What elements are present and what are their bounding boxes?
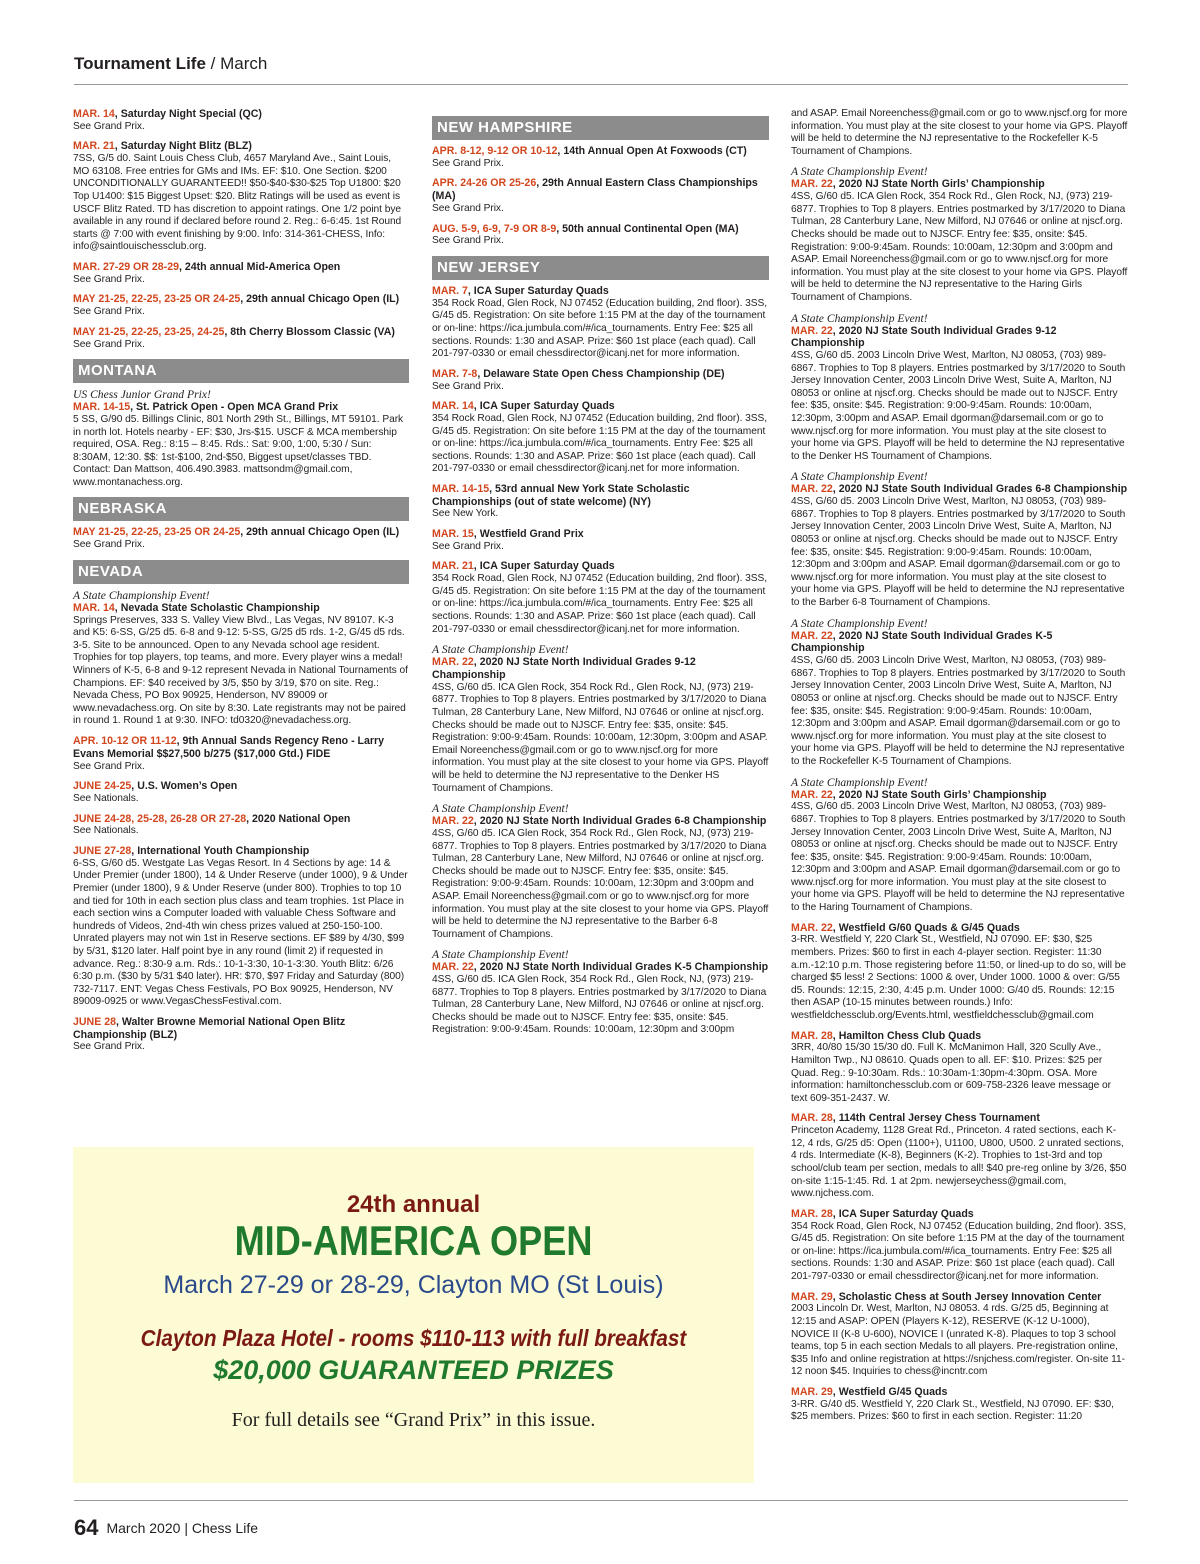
event-date: JUNE 24-25 <box>73 780 132 793</box>
event-title: Hamilton Chess Club Quads <box>838 1029 982 1042</box>
event-listing <box>432 285 769 361</box>
event-title: Delaware State Open Chess Championship (DE) <box>483 367 725 380</box>
event-heading: MAR. 22, 2020 NJ State North Individual Grades 9-12 Championship <box>432 656 696 682</box>
event-heading: MAR. 22, 2020 NJ State North Individual Grades K-5 Championship <box>432 961 769 974</box>
event-date: MAR. 28 <box>791 1207 833 1220</box>
event-details: 4SS, G/60 d5. ICA Glen Rock, 354 Rock Rd., Glen Rock, NJ, (973) 219-6877. Trophies to Top 8 players. Entries postmarked by 3/17/2020 to Diana Tulman, 28 Canterbury Lane, New Milford, NJ 07646 or online at njscf.org. Checks should be made out to NJSCF. Entry fee: $35, onsite: $45. Registration: 9:00-9:45am. Rounds: 10:00am, 12:30pm, 3:00pm and ASAP. Email Noreenchess@gmail.com or go to www.njscf.org for more information. You must play at the site closest to your home via GPS. Playoff will be held to determine the NJ representative to the Denker HS Tournament of Champions. <box>432 681 769 794</box>
event-heading: MAR. 28, ICA Super Saturday Quads <box>791 1207 974 1220</box>
event-title: Westfield G/45 Quads <box>838 1385 948 1398</box>
event-title: ICA Super Saturday Quads <box>838 1207 974 1220</box>
event-title: Saturday Night Blitz (BLZ) <box>120 140 252 153</box>
event-heading: MAR. 22, Westfield G/60 Quads & G/45 Quads <box>791 921 1020 934</box>
event-heading: MAR. 22, 2020 NJ State North Girls’ Championship <box>791 178 1045 191</box>
event-title: 24th annual Mid-America Open <box>184 260 341 273</box>
event-details: See Grand Prix. <box>73 273 145 285</box>
event-heading: MAR. 14-15, St. Patrick Open - Open MCA Grand Prix <box>73 401 339 414</box>
event-date: MAR. 14-15 <box>432 482 490 495</box>
event-listing <box>432 177 769 215</box>
event-heading: JUNE 24-25, U.S. Women’s Open <box>73 780 238 793</box>
event-title: 2020 NJ State South Individual Grades K-5 Championship <box>791 629 1053 655</box>
state-championship-label: A State Championship Event! <box>432 643 569 657</box>
event-listing <box>432 223 769 248</box>
event-details: 4SS, G/60 d5. ICA Glen Rock, 354 Rock Rd., Glen Rock, NJ, (973) 219-6877. Trophies to Top 8 players. Entries postmarked by 3/17/2020 to Diana Tulman, 28 Canterbury Lane, New Milford, NJ 07646 or online at njscf.org. Checks should be made out to NJSCF. Entry fee: $35, onsite: $45. Registration: 9:00-9:45am. Rounds: 10:00am, 12:30pm and 3:00pm and ASAP. Email Noreenchess@gmail.com or go to www.njscf.org for more information. You must play at the site closest to your home via GPS. Playoff will be held to determine the NJ representative to the Haring Girls Tournament of Champions. <box>791 191 1128 303</box>
state-championship-label: A State Championship Event! <box>791 470 928 484</box>
event-listing <box>791 630 1128 769</box>
column-3 <box>791 108 1128 1431</box>
event-listing <box>73 602 409 728</box>
state-heading: NEBRASKA <box>73 497 409 521</box>
event-date: MAR. 28 <box>791 1029 833 1042</box>
event-title: Westfield Grand Prix <box>479 528 584 541</box>
event-heading: MAR. 14, Saturday Night Special (QC) <box>73 108 262 120</box>
event-heading: APR. 10-12 OR 11-12, 9th Annual Sands Regency Reno - Larry Evans Memorial $$27,500 b/275 ($17,000 Gtd.) FIDE <box>73 735 385 760</box>
column-2 <box>432 108 769 1044</box>
event-listing <box>73 813 409 838</box>
event-heading: MAY 21-25, 22-25, 23-25, 24-25, 8th Cherry Blossom Classic (VA) <box>73 325 395 338</box>
event-title: 53rd annual New York State Scholastic Championships (out of state welcome) (NY) <box>432 482 690 508</box>
event-heading: MAR. 22, 2020 NJ State South Girls’ Championship <box>791 788 1047 801</box>
event-heading: APR. 24-26 OR 25-26, 29th Annual Eastern Class Championships (MA) <box>432 177 758 203</box>
event-details: See Grand Prix. <box>432 540 504 552</box>
event-title: Walter Browne Memorial National Open Blitz Championship (BLZ) <box>73 1015 346 1041</box>
event-listing <box>73 293 409 318</box>
event-title: Nevada State Scholastic Championship <box>120 601 320 614</box>
event-date: APR. 24-26 OR 25-26 <box>432 177 537 190</box>
event-listing <box>73 140 409 254</box>
event-title: 2020 NJ State South Individual Grades 9-12 Championship <box>791 324 1057 350</box>
event-title: U.S. Women’s Open <box>137 780 238 793</box>
event-details: See New York. <box>432 508 499 520</box>
event-listing <box>791 1386 1128 1424</box>
event-listing <box>432 815 769 941</box>
event-listing <box>791 789 1128 915</box>
event-title: ICA Super Saturday Quads <box>479 400 615 413</box>
event-listing <box>432 368 769 393</box>
event-heading: MAR. 28, Hamilton Chess Club Quads <box>791 1029 982 1042</box>
event-heading: MAR. 7-8, Delaware State Open Chess Championship (DE) <box>432 367 725 380</box>
ad-edition: 24th annual <box>346 1191 481 1218</box>
event-heading: MAR. 7, ICA Super Saturday Quads <box>432 284 609 297</box>
event-date: MAR. 15 <box>432 528 474 541</box>
event-details: 354 Rock Road, Glen Rock, NJ 07452 (Education building, 2nd floor). 3SS, G/45 d5. Registration: On site before 1:15 PM at the day of the tournament or on-line: https://ica.jumbula.com/#/ica_tournaments. Entry Fee: $25 all sections. Rounds: 1:30 and ASAP. Prize: $60 1st place (each quad). Call 201-797-0330 or email chessdirector@icanj.net for more information. <box>791 1220 1127 1282</box>
event-details: Princeton Academy, 1128 Great Rd., Princeton. 4 rated sections, each K-12, 4 rds, G/25 d5: Open (1100+), U1100, U800, U500. 2 unrated sections, 4 rds. Intermediate (K-8), Beginners (K-2). Trophies to 1st-3rd and top school/club team per section, medals to all! $40 pre-reg online by 3/26, $50 on-site 1:15-1:45. Rd. 1 at 2pm. newjerseychess@gmail.com, www.njchess.com. <box>791 1125 1127 1200</box>
event-date: MAY 21-25, 22-25, 23-25 OR 24-25 <box>73 526 241 539</box>
event-listing <box>73 108 409 133</box>
event-details: 7SS, G/5 d0. Saint Louis Chess Club, 4657 Maryland Ave., Saint Louis, MO 63108. Free entries for GMs and IMs. EF: $10. One Section. $200 UNCONDITIONALLY GUARANTEED!! $50-$40-$30-$25 Top U1800: $20 Top U1400: $15 Biggest Upset: $20. Blitz Ratings will be used as event is USCF Blitz Rated. TD has discretion to appoint ratings. One 1/2 point bye available in any round if declared before round 2. Reg.: 6-6:45. 1st Round starts @ 7:00 with event finishing by 9:00. Info: 314-361-CHESS, Info: info@saintlouischessclub.org. <box>73 153 402 253</box>
event-date: MAR. 29 <box>791 1385 833 1398</box>
event-details: See Grand Prix. <box>73 539 145 551</box>
event-details: See Grand Prix. <box>432 235 504 247</box>
page-footer <box>74 1515 258 1541</box>
event-listing <box>791 1208 1128 1284</box>
event-date: MAY 21-25, 22-25, 23-25, 24-25 <box>73 325 225 338</box>
event-listing <box>73 780 409 805</box>
event-title: 9th Annual Sands Regency Reno - Larry Evans Memorial $$27,500 b/275 ($17,000 Gtd.) FIDE <box>73 735 385 760</box>
event-listing <box>791 922 1128 1023</box>
state-heading: NEVADA <box>73 560 409 584</box>
event-title: 50th annual Continental Open (MA) <box>562 222 739 235</box>
event-heading: MAR. 14, ICA Super Saturday Quads <box>432 400 615 413</box>
event-details: 354 Rock Road, Glen Rock, NJ 07452 (Education building, 2nd floor). 3SS, G/45 d5. Registration: On site before 1:15 PM at the day of the tournament or on-line: https://ica.jumbula.com/#/ica_tournaments. Entry Fee: $25 all sections. Rounds: 1:30 and ASAP. Prize: $60 1st place (each quad). Call 201-797-0330 or email chessdirector@icanj.net for more information. <box>432 297 768 360</box>
event-date: MAR. 14 <box>73 601 115 614</box>
event-date: MAR. 22 <box>791 324 833 337</box>
state-championship-label: A State Championship Event! <box>791 311 928 325</box>
event-heading: MAR. 29, Scholastic Chess at South Jersey Innovation Center <box>791 1290 1102 1303</box>
event-heading: JUNE 27-28, International Youth Championship <box>73 844 310 857</box>
state-championship-label: A State Championship Event! <box>432 948 569 962</box>
event-date: AUG. 5-9, 6-9, 7-9 OR 8-9 <box>432 222 557 235</box>
event-heading: MAR. 22, 2020 NJ State South Individual Grades 6-8 Championship <box>791 483 1128 496</box>
event-heading: MAR. 22, 2020 NJ State South Individual Grades K-5 Championship <box>791 629 1053 655</box>
event-date: MAR. 22 <box>791 178 833 191</box>
ad-prizes: $20,000 GUARANTEED PRIZES <box>213 1355 614 1385</box>
event-title: 2020 NJ State North Girls’ Championship <box>838 178 1045 191</box>
event-date: MAR. 22 <box>791 788 833 801</box>
state-championship-label: A State Championship Event! <box>791 775 928 789</box>
event-date: MAR. 22 <box>432 815 474 828</box>
event-title: 2020 National Open <box>252 812 351 825</box>
event-heading: MAR. 29, Westfield G/45 Quads <box>791 1385 948 1398</box>
footer-issue: March 2020 <box>106 1520 181 1536</box>
event-listing <box>73 261 409 286</box>
event-date: MAR. 21 <box>432 560 474 573</box>
state-heading: MONTANA <box>73 359 409 383</box>
event-date: MAR. 28 <box>791 1112 833 1125</box>
event-details: 6-SS, G/60 d5. Westgate Las Vegas Resort. In 4 Sections by age: 14 & Under Premier (under 1800), 14 & Under Reserve (under 1000), 9 & Under Premier (under 1800), 9 & Under Reserve (under 800). Trophies to top 10 and tied for 10th in each section plus class and team trophies. 1st Place in each section wins a Computer loaded with valuable Chess Software and hundreds of Videos, 2nd-4th win chess prizes valued at 250-150-100. Unrated players may not win 1st in Reserve sections. EF $89 by 4/30, $99 by 5/31, $120 later. Half point bye in any round (limit 2) if requested in advance. Reg.: 8:30-9 a.m. Rds.: 10-1-3:30, 10-1-3:30. Youth Blitz: 6/26 6:30 p.m. ($30 by 5/31 $40 later). HR: $70, $97 Friday and Saturday (800) 732-7117. ENT: Vegas Chess Festivals, PO Box 90925, Henderson, NV 89009-0925 or www.VegasChessFestival.com. <box>73 857 408 1008</box>
event-listing <box>432 400 769 476</box>
event-details: 3-RR. Westfield Y, 220 Clark St., Westfield, NJ 07090. EF: $30, $25 members. Prizes: $60 to first in each 4-player section. Register: 11:30 a.m.-12:10 p.m. Those registering before 11:50, or lined-up to do so, will be charged $5 less! 2 Sections: 1000 & over, Under 1000. 1000 & over: G/55 d5. Rounds: 12:15, 2:30, 4:45 p.m. Under 1000: G/40 d5. Rounds: 12:15 then ASAP (10-15 minutes between rounds.) Info: westfieldchessclub.org/Events.html, westfieldchessclub@gmail.com <box>791 934 1126 1022</box>
event-listing <box>791 1030 1128 1106</box>
event-listing <box>791 1112 1128 1200</box>
event-listing <box>791 1291 1128 1379</box>
event-date: MAR. 14-15 <box>73 401 131 414</box>
event-heading: MAR. 14-15, 53rd annual New York State Scholastic Championships (out of state welcome) (NY) <box>432 482 690 508</box>
event-title: International Youth Championship <box>137 844 310 857</box>
event-details: 4SS, G/60 d5. 2003 Lincoln Drive West, Marlton, NJ 08053, (703) 989-6867. Trophies to Top 8 players. Entries postmarked by 3/17/2020 to South Jersey Innovation Center, 2003 Lincoln Drive West, Suite A, Marlton, NJ 08053 or online at njscf.org. Checks should be made out to NJSCF. Entry fee: $35, onsite: $45. Registration: 9:00-9:45am. Rounds: 10:00am, 12:30pm and 3:00pm and ASAP. Email dgorman@darsemail.com or go to www.njscf.org for more information. You must play at the site closest to your home via GPS. Playoff will be held to determine the NJ representative to the Haring Tournament of Champions. <box>791 801 1126 914</box>
event-listing <box>432 656 769 795</box>
state-heading: NEW JERSEY <box>432 256 769 280</box>
event-date: MAY 21-25, 22-25, 23-25 OR 24-25 <box>73 293 241 306</box>
column-1 <box>73 108 409 1061</box>
mid-america-open-ad <box>73 1147 754 1483</box>
continued-text: and ASAP. Email Noreenchess@gmail.com or go to www.njscf.org for more information. You must play at the site closest to your home via GPS. Playoff will be held to determine the NJ representative to the Rockefeller K-5 Tournament of Champions. <box>791 108 1128 157</box>
event-listing <box>73 526 409 551</box>
event-details: See Grand Prix. <box>432 202 504 214</box>
header-rule <box>74 84 1128 85</box>
event-date: MAR. 14 <box>73 108 115 120</box>
event-title: 2020 NJ State North Individual Grades 9-12 Championship <box>432 656 696 682</box>
event-date: JUNE 24-28, 25-28, 26-28 OR 27-28 <box>73 812 247 825</box>
event-date: MAR. 14 <box>432 400 474 413</box>
event-title: Saturday Night Special (QC) <box>120 108 262 120</box>
event-listing <box>432 560 769 636</box>
event-details: See Grand Prix. <box>73 306 145 318</box>
state-championship-label: A State Championship Event! <box>791 165 928 179</box>
event-date: MAR. 21 <box>73 140 115 153</box>
event-title: 2020 NJ State North Individual Grades K-5 Championship <box>479 961 769 974</box>
ad-dates-location: March 27-29 or 28-29, Clayton MO (St Louis) <box>163 1271 664 1299</box>
event-title: 2020 NJ State North Individual Grades 6-8 Championship <box>479 815 767 828</box>
event-title: 114th Central Jersey Chess Tournament <box>838 1112 1040 1125</box>
event-heading: AUG. 5-9, 6-9, 7-9 OR 8-9, 50th annual Continental Open (MA) <box>432 222 739 235</box>
event-heading: MAR. 21, Saturday Night Blitz (BLZ) <box>73 140 252 153</box>
event-title: 29th annual Chicago Open (IL) <box>246 293 400 306</box>
event-heading: JUNE 28, Walter Browne Memorial National Open Blitz Championship (BLZ) <box>73 1015 346 1041</box>
state-championship-label: A State Championship Event! <box>73 588 210 602</box>
event-date: JUNE 27-28 <box>73 844 132 857</box>
event-date: MAR. 22 <box>432 656 474 669</box>
event-details: 4SS, G/60 d5. 2003 Lincoln Drive West, Marlton, NJ 08053, (703) 989-6867. Trophies to Top 8 players. Entries postmarked by 3/17/2020 to South Jersey Innovation Center, 2003 Lincoln Drive West, Suite A, Marlton, NJ 08053 or online at njscf.org. Checks should be made out to NJSCF. Entry fee: $35, onsite: $45. Registration: 9:00-9:45am. Rounds: 10:00am, 12:30pm and 3:00pm and ASAP. Email dgorman@darsemail.com or go to www.njscf.org for more information. You must play at the site closest to your home via GPS. Playoff will be held to determine the NJ representative to the Barber 6-8 Tournament of Champions. <box>791 496 1126 608</box>
header-month: March <box>220 54 268 73</box>
event-heading: MAY 21-25, 22-25, 23-25 OR 24-25, 29th annual Chicago Open (IL) <box>73 293 400 306</box>
event-listing <box>73 1016 409 1054</box>
event-title: 29th Annual Eastern Class Championships (MA) <box>432 177 758 203</box>
event-listing <box>791 178 1128 304</box>
event-details: 4SS, G/60 d5. ICA Glen Rock, 354 Rock Rd., Glen Rock, NJ, (973) 219-6877. Trophies to Top 8 players. Entries postmarked by 3/17/2020 to Diana Tulman, 28 Canterbury Lane, New Milford, NJ 07646 or online at njscf.org. Checks should be made out to NJSCF. Entry fee: $35, onsite: $45. Registration: 9:00-9:45am. Rounds: 10:00am, 12:30pm and 3:00pm and ASAP. Email Noreenchess@gmail.com or go to www.njscf.org for more information. You must play at the site closest to your home via GPS. Playoff will be held to determine the NJ representative to the Barber 6-8 Tournament of Champions. <box>432 827 769 940</box>
event-details: 3RR, 40/80 15/30 15/30 d0. Full K. McManimon Hall, 320 Scully Ave., Hamilton Twp., NJ 08610. Quads open to all. EF: $10. Prizes: $25 per Quad. Reg.: 9-10:30am. Rds.: 10:30am-1:30pm-4:30pm. OSA. More information: hamiltonchessclub.com or 609-758-2326 leave message or text 609-351-2437. W. <box>791 1042 1111 1104</box>
event-title: 2020 NJ State South Individual Grades 6-8 Championship <box>838 483 1128 496</box>
event-heading: MAR. 28, 114th Central Jersey Chess Tournament <box>791 1112 1040 1125</box>
event-listing <box>73 401 409 489</box>
footer-separator: | <box>184 1520 188 1536</box>
event-details: 4SS, G/60 d5. 2003 Lincoln Drive West, Marlton, NJ 08053, (703) 989-6867. Trophies to Top 8 players. Entries postmarked by 3/17/2020 to South Jersey Innovation Center, 2003 Lincoln Drive West, Suite A, Marlton, NJ 08053 or online at njscf.org. Checks should be made out to NJSCF. Entry fee: $35, onsite: $45. Registration: 9:00-9:45am. Rounds: 10:00am, 12:30pm, 3:00pm and ASAP. Email dgorman@darsemail.com or go to www.njscf.org for more information. You must play at the site closest to your home via GPS. Playoff will be held to determine the NJ representative to the Denker HS Tournament of Champions. <box>791 350 1126 462</box>
state-championship-label: US Chess Junior Grand Prix! <box>73 388 211 402</box>
event-date: MAR. 22 <box>432 961 474 974</box>
event-details: See Nationals. <box>73 825 139 837</box>
event-date: APR. 8-12, 9-12 OR 10-12 <box>432 145 558 157</box>
event-date: APR. 10-12 OR 11-12 <box>73 735 177 747</box>
event-listing <box>432 483 769 521</box>
page-header <box>74 54 267 74</box>
event-date: JUNE 28 <box>73 1015 116 1028</box>
event-heading: MAR. 15, Westfield Grand Prix <box>432 528 584 541</box>
event-listing <box>73 735 409 773</box>
event-date: MAR. 22 <box>791 629 833 642</box>
event-details: See Grand Prix. <box>73 338 145 350</box>
event-listing <box>432 528 769 553</box>
event-details: 5 SS, G/90 d5. Billings Clinic, 801 North 29th St., Billings, MT 59101. Park in north lot. Hotels nearby - EF: $30, Jrs-$15. USCF & MCA membership required, OSA. Reg.: 8:15 – 8:45. Rds.: Sat: 9:00, 1:00, 5:30 / Sun: 8:30AM, 12:30. $$: 1st-$100, 2nd-$50, Biggest upset/classes TBD. Contact: Dan Mattson, 406.490.3983. mattsondm@gmail.com, www.montanachess.org. <box>73 413 404 488</box>
event-details: See Grand Prix. <box>73 120 145 132</box>
event-title: 29th annual Chicago Open (IL) <box>246 526 400 539</box>
event-heading: APR. 8-12, 9-12 OR 10-12, 14th Annual Open At Foxwoods (CT) <box>432 145 747 157</box>
event-details: See Grand Prix. <box>432 157 504 169</box>
event-details: See Grand Prix. <box>73 760 145 772</box>
event-heading: MAR. 27-29 OR 28-29, 24th annual Mid-America Open <box>73 260 341 273</box>
event-title: Scholastic Chess at South Jersey Innovation Center <box>838 1290 1102 1303</box>
ad-title: MID-AMERICA OPEN <box>234 1217 593 1264</box>
event-details: 4SS, G/60 d5. ICA Glen Rock, 354 Rock Rd., Glen Rock, NJ, (973) 219-6877. Trophies to Top 8 players. Entries postmarked by 3/17/2020 to Diana Tulman, 28 Canterbury Lane, New Milford, NJ 07646 or online at njscf.org. Checks should be made out to NJSCF. Entry fee: $35, onsite: $45. Registration: 9:00-9:45am. Rounds: 10:00am, 12:30pm and 3:00pm <box>432 974 767 1036</box>
event-heading: MAR. 22, 2020 NJ State South Individual Grades 9-12 Championship <box>791 324 1057 350</box>
ad-hotel: Clayton Plaza Hotel - rooms $110-113 with full breakfast <box>140 1325 687 1351</box>
event-details: 2003 Lincoln Dr. West, Marlton, NJ 08053. 4 rds. G/25 d5, Beginning at 12:15 and ASAP: OPEN (Players K-12), RESERVE (K-12 U-1000), NOVICE II (K-8 U-600), NOVICE I (unrated K-8). Plaques to top 3 school teams, top 5 in each section Medals to all players. Pre-registration online, $35 Info and online registration at https://snjchess.com/register. On-site 11-12 noon $45. Inquiries to chess@incntr.com <box>791 1303 1125 1378</box>
event-details: 4SS, G/60 d5. 2003 Lincoln Drive West, Marlton, NJ 08053, (703) 989-6867. Trophies to Top 8 players. Entries postmarked by 3/17/2020 to South Jersey Innovation Center, 2003 Lincoln Drive West, Suite A, Marlton, NJ 08053 or online at njscf.org. Checks should be made out to NJSCF. Entry fee: $35, onsite: $45. Registration: 9:00-9:45am. Rounds: 10:00am, 12:30pm and 3:00pm and ASAP. Email dgorman@darsemail.com or go to www.njscf.org for more information. You must play at the site closest to your home via GPS. Playoff will be held to determine the NJ representative to the Rockefeller K-5 Tournament of Champions. <box>791 655 1126 767</box>
event-details: Springs Preserves, 333 S. Valley View Blvd., Las Vegas, NV 89107. K-3 and K5: 6-SS, G/25 d5. 6-8 and 9-12: 5-SS, G/25 d5 rds. 1-2, G/45 d5 rds. 3-5. Site to be announced. Open to any Nevada school age resident. Trophies for top players, top teams, and more. Every player wins a medal! Winners of K-5, 6-8 and 9-12 represent Nevada in National Tournaments of Champions. EF: $40 received by 3/5, $50 by 3/19, $70 on site. Reg.: Nevada Chess, PO Box 90925, Henderson, NV 89009 or www.nevadachess.org. On site by 8:30. Late registrants may not be paired in round 1. Round 1 at 9:30. INFO: td0320@nevadachess.org. <box>73 614 408 727</box>
event-listing <box>73 845 409 1009</box>
page-number: 64 <box>74 1515 99 1540</box>
event-date: MAR. 27-29 OR 28-29 <box>73 260 179 273</box>
event-title: St. Patrick Open - Open MCA Grand Prix <box>136 401 339 414</box>
event-heading: MAR. 22, 2020 NJ State North Individual Grades 6-8 Championship <box>432 815 767 828</box>
state-championship-label: A State Championship Event! <box>791 616 928 630</box>
event-heading: JUNE 24-28, 25-28, 26-28 OR 27-28, 2020 National Open <box>73 812 351 825</box>
event-listing <box>432 145 769 170</box>
event-details: 3-RR. G/40 d5. Westfield Y, 220 Clark St., Westfield, NJ 07090. EF: $30, $25 members. Prizes: $60 to first in each section. Register: 11:20 <box>791 1398 1114 1423</box>
event-date: MAR. 7 <box>432 284 468 297</box>
event-heading: MAR. 14, Nevada State Scholastic Championship <box>73 601 320 614</box>
section-title: Tournament Life <box>74 54 206 73</box>
event-date: MAR. 29 <box>791 1290 833 1303</box>
event-title: ICA Super Saturday Quads <box>479 560 615 573</box>
event-listing <box>791 483 1128 609</box>
event-title: 8th Cherry Blossom Classic (VA) <box>230 325 395 338</box>
event-date: MAR. 22 <box>791 921 833 934</box>
header-separator: / <box>210 54 216 73</box>
event-title: ICA Super Saturday Quads <box>473 284 609 297</box>
state-heading: NEW HAMPSHIRE <box>432 116 769 140</box>
event-details: 354 Rock Road, Glen Rock, NJ 07452 (Education building, 2nd floor). 3SS, G/45 d5. Registration: On site before 1:15 PM at the day of the tournament or on-line: https://ica.jumbula.com/#/ica_tournaments. Entry Fee: $25 all sections. Rounds: 1:30 and ASAP. Prize: $60 1st place (each quad). Call 201-797-0330 or email chessdirector@icanj.net for more information. <box>432 573 768 635</box>
event-title: 2020 NJ State South Girls’ Championship <box>838 788 1047 801</box>
event-date: MAR. 7-8 <box>432 367 478 380</box>
event-details: 354 Rock Road, Glen Rock, NJ 07452 (Education building, 2nd floor). 3SS, G/45 d5. Registration: On site before 1:15 PM at the day of the tournament or on-line: https://ica.jumbula.com/#/ica_tournaments. Entry Fee: $25 all sections. Rounds: 1:30 and ASAP. Prize: $60 1st place (each quad). Call 201-797-0330 or email chessdirector@icanj.net for more information. <box>432 412 768 475</box>
event-title: Westfield G/60 Quads & G/45 Quads <box>838 921 1020 934</box>
event-title: 14th Annual Open At Foxwoods (CT) <box>563 145 747 157</box>
event-listing <box>432 961 769 1037</box>
event-heading: MAY 21-25, 22-25, 23-25 OR 24-25, 29th annual Chicago Open (IL) <box>73 526 400 539</box>
event-heading: MAR. 21, ICA Super Saturday Quads <box>432 560 615 573</box>
state-championship-label: A State Championship Event! <box>432 802 569 816</box>
event-details: See Grand Prix. <box>73 1041 145 1053</box>
event-date: MAR. 22 <box>791 483 833 496</box>
footer-rule <box>74 1500 1128 1501</box>
footer-magazine: Chess Life <box>191 1520 258 1536</box>
ad-details: For full details see “Grand Prix” in this issue. <box>231 1409 596 1431</box>
event-listing <box>791 325 1128 464</box>
event-details: See Grand Prix. <box>432 380 504 392</box>
event-details: See Nationals. <box>73 792 139 804</box>
event-listing <box>73 326 409 351</box>
